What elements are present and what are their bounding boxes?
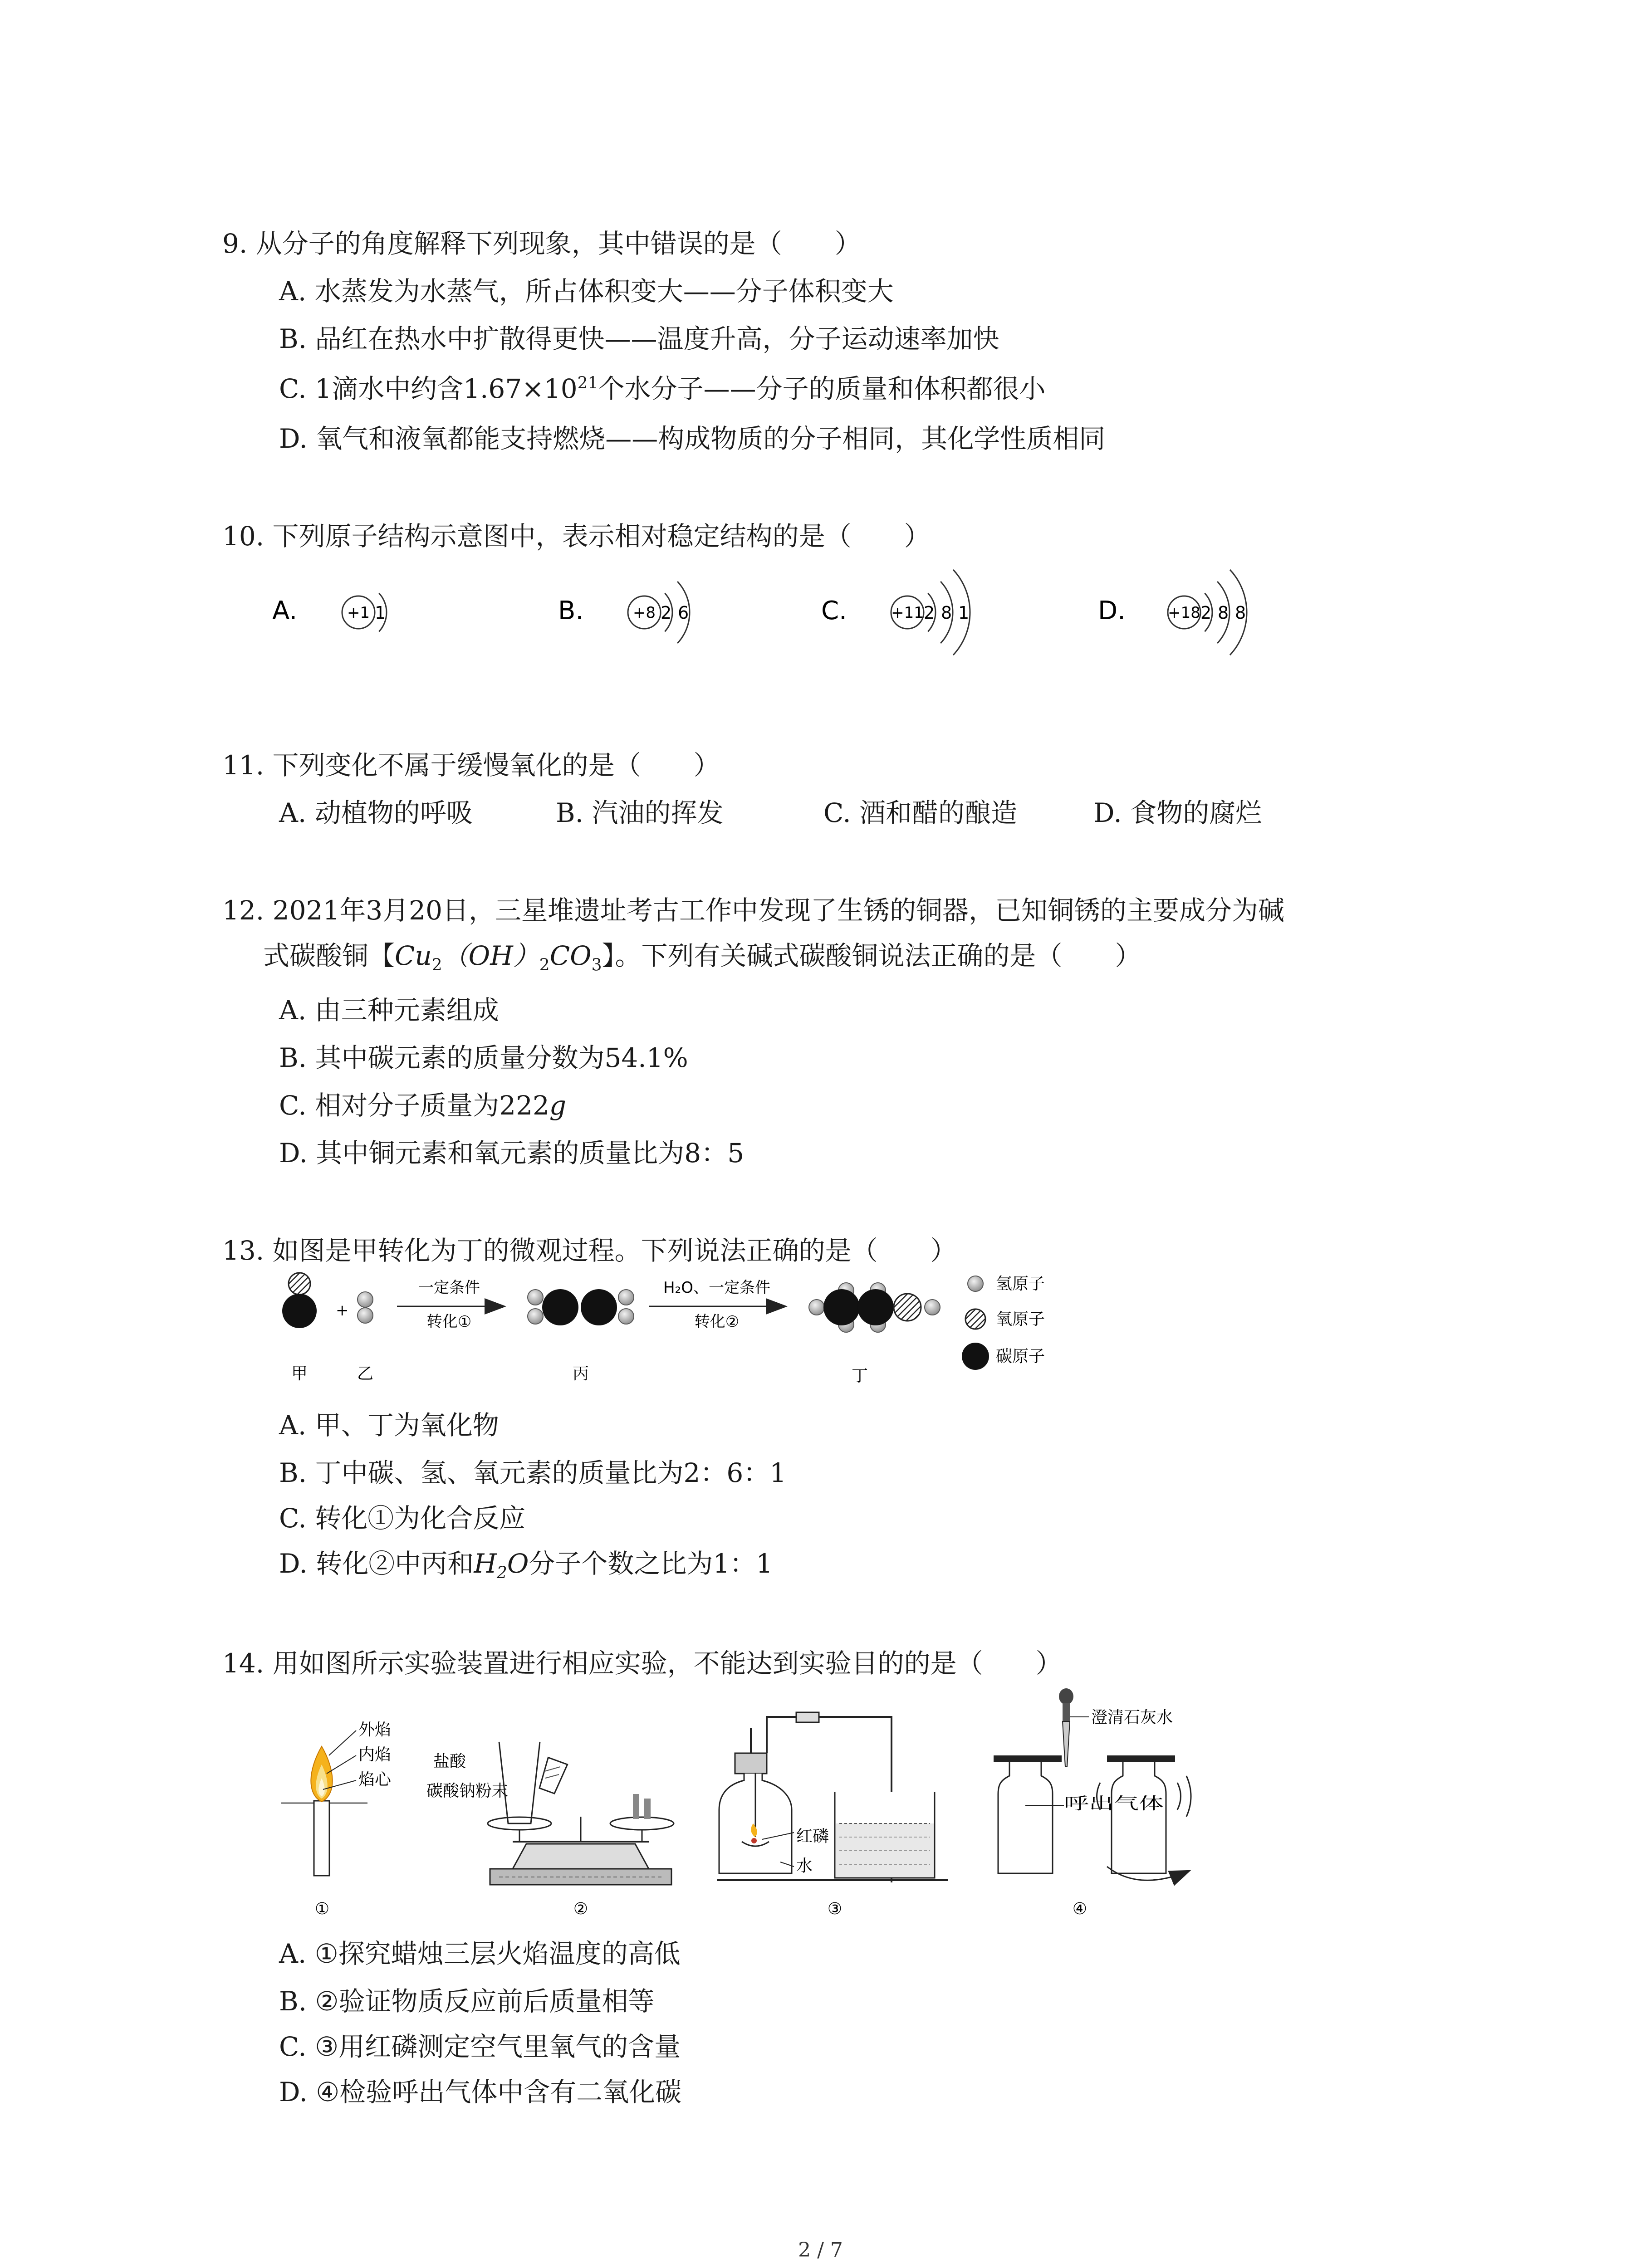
transform-1-label: 转化①	[426, 1313, 472, 1331]
q13-option-b: B. 丁中碳、氢、氧元素的质量比为2：6：1	[279, 1457, 787, 1488]
electron-count: 8	[1218, 603, 1229, 623]
label-limewater: 澄清石灰水	[1091, 1708, 1173, 1727]
molecule-yi	[358, 1292, 373, 1323]
label-ding: 丁	[851, 1367, 868, 1385]
label-water: 水	[796, 1857, 813, 1875]
label-red-phosphorus: 红磷	[796, 1827, 829, 1846]
label-hydrochloric-acid: 盐酸	[433, 1752, 466, 1771]
atom-diagram-c	[821, 570, 970, 655]
nucleus-charge: +11	[891, 604, 924, 622]
q12-option-d: D. 其中铜元素和氧元素的质量比为8：5	[279, 1138, 745, 1168]
transform-2-label: 转化②	[694, 1313, 740, 1331]
label-yi: 乙	[357, 1364, 374, 1383]
q13-stem: 13. 如图是甲转化为丁的微观过程。下列说法正确的是（ ）	[222, 1235, 957, 1266]
q14-option-d: D. ④检验呼出气体中含有二氧化碳	[279, 2077, 682, 2107]
q9-option-a: A. 水蒸发为水蒸气，所占体积变大——分子体积变大	[279, 276, 894, 307]
condition-2: H₂O、一定条件	[663, 1279, 770, 1297]
q12-option-b: B. 其中碳元素的质量分数为54.1%	[279, 1042, 688, 1073]
label-outer-flame: 外焰	[358, 1721, 392, 1739]
q10-atom-diagrams	[272, 549, 1316, 685]
atom-option-letter: A.	[272, 596, 298, 626]
q11-stem: 11. 下列变化不属于缓慢氧化的是（ ）	[222, 750, 720, 781]
q11-option-d: D. 食物的腐烂	[1093, 797, 1262, 828]
label-apparatus-2: ②	[573, 1900, 588, 1918]
label-inner-flame: 内焰	[358, 1745, 392, 1764]
q9-stem: 9. 从分子的角度解释下列现象，其中错误的是（ ）	[222, 228, 861, 259]
q14-apparatus-figure	[272, 1687, 1293, 1923]
electron-count: 2	[924, 603, 935, 623]
label-sodium-carbonate: 碳酸钠粉末	[426, 1782, 509, 1800]
q13-option-c: C. 转化①为化合反应	[279, 1503, 526, 1534]
q14-stem: 14. 用如图所示实验装置进行相应实验，不能达到实验目的的是（ ）	[222, 1648, 1062, 1679]
molecule-jia	[282, 1273, 317, 1328]
atom-option-letter: B.	[558, 596, 584, 626]
nucleus-charge: +18	[1168, 604, 1200, 622]
label-jia: 甲	[291, 1364, 308, 1383]
label-flame-core: 焰心	[358, 1770, 392, 1789]
q9-option-c: C. 1滴水中约含$1.67\times 10^{21}$个水分子——分子的质量和体积都很小	[279, 373, 1046, 404]
q12-stem-line2: 式碳酸铜【$Cu_2(OH)_2CO_3$】。下列有关碱式碳酸铜说法正确的是（ ）	[263, 940, 1141, 975]
electron-count: 6	[678, 603, 689, 623]
molecule-ding	[809, 1283, 940, 1332]
nucleus-charge: +8	[632, 604, 656, 622]
label-bing: 丙	[572, 1364, 589, 1383]
electron-count: 1	[958, 603, 970, 623]
legend-hydrogen: 氢原子	[996, 1275, 1045, 1293]
atom-diagram-d	[1098, 570, 1247, 655]
atom-legend	[962, 1275, 1045, 1370]
electron-count: 2	[661, 603, 672, 623]
q11-option-b: B. 汽油的挥发	[556, 797, 724, 828]
q12-option-a: A. 由三种元素组成	[279, 995, 499, 1026]
candle-apparatus	[281, 1721, 392, 1918]
legend-oxygen: 氧原子	[996, 1310, 1045, 1329]
condition-1: 一定条件	[418, 1279, 480, 1297]
q11-option-c: C. 酒和醋的酿造	[823, 797, 1018, 828]
label-apparatus-3: ③	[827, 1900, 843, 1918]
page-number: 2 / 7	[798, 2239, 843, 2262]
q13-option-d: D. 转化②中丙和$H_2O$分子个数之比为1：1	[279, 1548, 773, 1583]
q12-option-c: C. 相对分子质量为222g	[279, 1090, 567, 1121]
q12-stem-line1: 12. 2021年3月20日，三星堆遗址考古工作中发现了生锈的铜器，已知铜锈的主要成分为碱	[222, 895, 1284, 926]
q11-option-a: A. 动植物的呼吸	[279, 797, 473, 828]
limewater-apparatus	[994, 1688, 1191, 1918]
atom-option-letter: D.	[1098, 596, 1126, 626]
q13-micro-process-figure	[268, 1266, 1107, 1402]
label-apparatus-1: ①	[314, 1900, 330, 1918]
q13-option-a: A. 甲、丁为氧化物	[279, 1410, 499, 1441]
electron-count: 1	[375, 603, 386, 623]
q9-option-b: B. 品红在热水中扩散得更快——温度升高，分子运动速率加快	[279, 323, 999, 354]
q10-stem: 10. 下列原子结构示意图中，表示相对稳定结构的是（ ）	[222, 521, 931, 552]
balance-apparatus	[426, 1742, 674, 1918]
nucleus-charge: +1	[347, 604, 370, 622]
atom-diagram-b	[558, 582, 690, 643]
q14-option-b: B. ②验证物质反应前后质量相等	[279, 1986, 655, 2017]
q14-option-c: C. ③用红磷测定空气里氧气的含量	[279, 2031, 681, 2062]
atom-option-letter: C.	[821, 596, 847, 626]
legend-carbon: 碳原子	[996, 1347, 1045, 1366]
red-phosphorus-apparatus	[717, 1712, 948, 1918]
electron-count: 2	[1200, 603, 1212, 623]
electron-count: 8	[1235, 603, 1246, 623]
label-apparatus-4: ④	[1072, 1900, 1087, 1918]
molecule-bing	[528, 1289, 634, 1325]
q9-option-d: D. 氧气和液氧都能支持燃烧——构成物质的分子相同，其化学性质相同	[279, 423, 1106, 454]
q14-option-a: A. ①探究蜡烛三层火焰温度的高低	[279, 1938, 681, 1969]
label-exhaled-gas: 呼出气体	[1064, 1794, 1164, 1813]
electron-count: 8	[941, 603, 952, 623]
atom-diagram-a	[272, 593, 387, 632]
plus-sign: +	[336, 1301, 349, 1320]
